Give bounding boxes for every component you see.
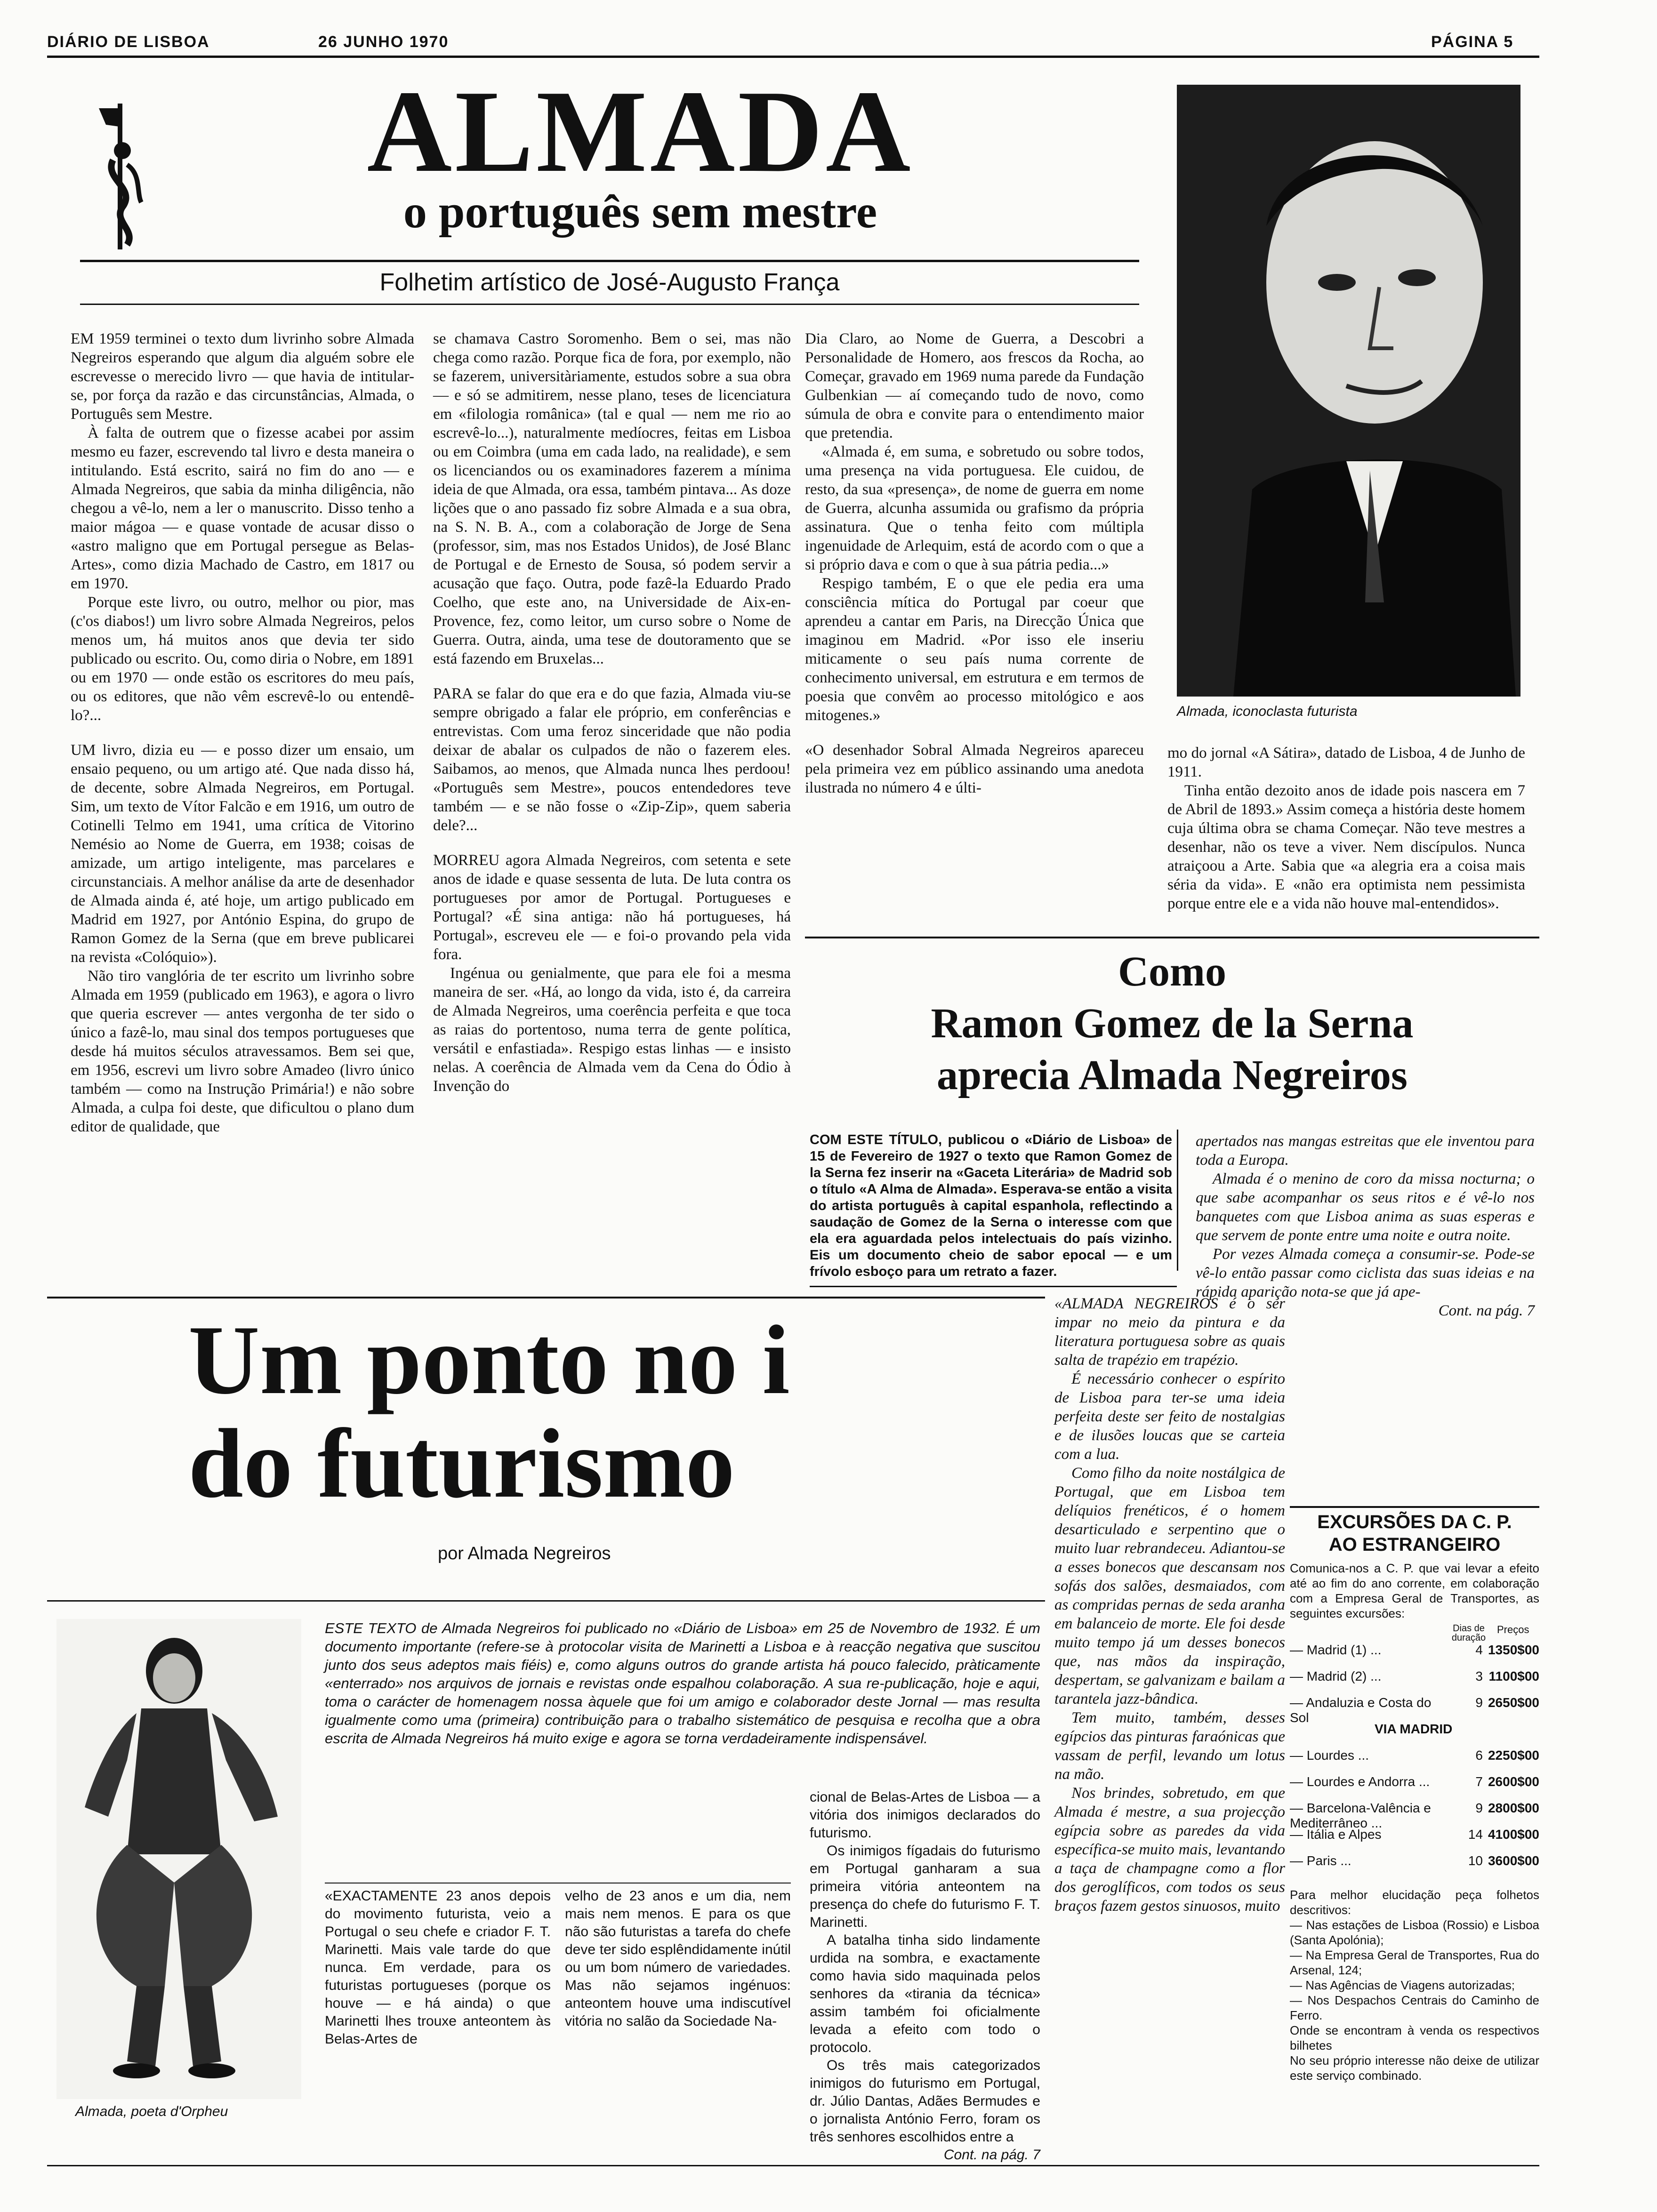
excursoes-intro: Comunica-nos a C. P. que vai levar a efeito até ao fim do ano corrente, em colaboração com a Empresa Geral de Transportes, as seguintes excursões: (1290, 1561, 1539, 1620)
excursoes-footer-line: Onde se encontram à venda os respectivos bilhetes (1290, 2023, 1539, 2052)
futurismo-column-1: «EXACTAMENTE 23 anos depois do movimento futurista, veio a Portugal o seu chefe e criador F. T. Marinetti. Mais vale tarde do que nunca. Em verdade, para os futuristas portugueses (porque os houve — e há ainda) o que Marinetti lhes trouxe anteontem às Belas-Artes de (325, 1888, 551, 2047)
almada-paragraph: Porque este livro, ou outro, melhor ou pior, mas (c'os diabos!) um livro sobre Almada Negreiros, pelos menos um, há muitos anos que devia ter sido publicado ou escrito. Ou, como diria o Nobre, em 1891 ou em 1970 — onde estão os escritores do meu país, ou os editores, que não vêm escrevê-lo ou entendê-lo?... (71, 594, 414, 724)
futurismo-intro: ESTE TEXTO de Almada Negreiros foi publicado no «Diário de Lisboa» em 25 de Novembro de 1932. É um documento importante (refere-se à protocolar visita de Marinetti a Lisboa e à reacção negativa que suscitou junto dos seus adeptos mais fiéis) e, como alguns outros do grande artista há pouco falecido, pràticamente «enterrado» nos arquivos de jornais e revistas onde espalhou colaboração. A sua re-publicação, hoje e aqui, toma o carácter de homenagem nossa àquele que foi um amigo e colaborador deste Jornal — mas resulta igualmente como uma (primeira) contribuição para o trabalho sistemático de pesquisa e recolha que a obra escrita de Almada Negreiros há muito exige e agora se torna verdadeiramente indispensável. (325, 1620, 1040, 1747)
masthead-rule (47, 56, 1539, 58)
futurismo-byline-rule (47, 1600, 1045, 1602)
almada-column-4 (1167, 744, 1525, 913)
almada-paragraph: PARA se falar do que era e do que fazia, Almada viu-se sempre obrigado a falar ele próprio, em conferências e entrevistas. Com uma feroz sinceridade que não podia deixar de abalar os culpados de não o fazerem eles. Saibamos, ao menos, que Almada nunca lhes perdoou! «Português sem Mestre», poucos entendedores teve também — e se não fosse o «Zip-Zip», quem saberia dele?... (433, 685, 791, 834)
excursoes-row (1290, 1801, 1539, 1830)
almada-kicker: Folhetim artístico de José-Augusto França (379, 269, 840, 296)
excursoes-days: 14 (1468, 1827, 1483, 1842)
futurismo-title-line-1: Um ponto no i (188, 1306, 790, 1415)
ramon-paragraph: Nos brindes, sobretudo, em que Almada é mestre, a sua projecção egípcia sobre as paredes da vida específica-se muito mais, levantando a taça de champagne como a flor dos geroglíficos, com todos os seus braços fazem gestos sinuosos, muito (1054, 1785, 1285, 1915)
ramon-top-rule (805, 937, 1539, 938)
almada-paragraph: Não tiro vanglória de ter escrito um livrinho sobre Almada em 1959 (publicado em 1963), e agora o livro que queria escrever — antes vergonha de ter sido o único a fazê-lo, mau sinal dos tempos portugueses que desde há muitos séculos atravessamos. Bem sei que, em 1956, escrevi um livro sobre Amadeo (livro único também — como na Instrução Primária!) e não sobre Almada, a culpa foi deste, que dificultou o plano dum editor de qualidade, que (71, 968, 414, 1135)
almada-orpheu-photo (56, 1619, 301, 2099)
excursoes-row (1290, 1643, 1539, 1669)
excursoes-days-header: Dias de duração (1451, 1623, 1486, 1643)
excursoes-price: 2600$00 (1488, 1774, 1539, 1789)
excursoes-days: 3 (1475, 1669, 1483, 1683)
futurismo-column-3 (810, 1788, 1040, 2164)
excursoes-row (1290, 1827, 1539, 1853)
almada-title: ALMADA (367, 66, 914, 197)
excursoes-price: 1350$00 (1488, 1643, 1539, 1657)
almada-header-rule (80, 260, 1139, 262)
excursoes-row (1290, 1669, 1539, 1695)
excursoes-price: 3600$00 (1488, 1853, 1539, 1868)
excursoes-row (1290, 1722, 1539, 1748)
futurismo-paragraph: A batalha tinha sido lindamente urdida na sombra, e exactamente como havia sido maquinada pelos senhores da «tirania da técnica» assim também foi oficialmente levada a efeito com todo o protocolo. (810, 1932, 1040, 2055)
futurismo-paragraph: cional de Belas-Artes de Lisboa — a vitória dos inimigos declarados do futurismo. (810, 1789, 1040, 1841)
ramon-headline-3: aprecia Almada Negreiros (937, 1052, 1408, 1098)
almada-portrait-photo (1177, 85, 1520, 697)
excursoes-destination: — Paris ... (1290, 1853, 1351, 1868)
excursoes-days: 7 (1475, 1774, 1483, 1789)
almada-kicker-rule (80, 304, 1139, 305)
ramon-paragraph: «ALMADA NEGREIROS é o ser impar no meio da pintura e da literatura portuguesa sobre as quais salta de trapézio em trapézio. (1054, 1295, 1285, 1369)
almada-orpheu-caption: Almada, poeta d'Orpheu (75, 2104, 228, 2119)
excursoes-footer-line: — Nas Agências de Viagens autorizadas; (1290, 1978, 1515, 1992)
excursoes-price: 1100$00 (1488, 1669, 1539, 1683)
almada-portrait-caption: Almada, iconoclasta futurista (1177, 704, 1358, 719)
ramon-lead: COM ESTE TÍTULO, publicou o «Diário de Lisboa» de 15 de Fevereiro de 1927 o texto que Ramon Gomez de la Serna fez inserir na «Gaceta Literária» de Madrid sob o título «A Alma de Almada». Esperava-se então a visita do artista português à capital espanhola, reflectindo a saudação de Gomez de la Serna o interesse com que ela era aguardada pelos intelectuais do país vizinho. Eis um documento cheio de sabor epocal — e um frívolo esboço para um retrato a fazer. (810, 1132, 1172, 1279)
excursoes-price: 2250$00 (1488, 1748, 1539, 1763)
ramon-paragraph: apertados nas mangas estreitas que ele inventou para toda a Europa. (1196, 1133, 1535, 1169)
ramon-headline-2: Ramon Gomez de la Serna (931, 1000, 1414, 1047)
futurismo-paragraph: Os inimigos fígadais do futurismo em Portugal ganharam a sua primeira vitória anteontem na presença do chefe do futurismo F. T. Marinetti. (810, 1843, 1040, 1930)
excursoes-footer-line: — Nas estações de Lisboa (Rossio) e Lisboa (Santa Apolónia); (1290, 1918, 1539, 1947)
excursoes-destination: VIA MADRID (1375, 1722, 1453, 1736)
excursoes-destination: — Barcelona-Valência e Mediterrâneo ... (1290, 1801, 1431, 1830)
excursoes-days: 10 (1468, 1853, 1483, 1868)
excursoes-price: 4100$00 (1488, 1827, 1539, 1842)
almada-paragraph: UM livro, dizia eu — e posso dizer um ensaio, um ensaio pequeno, ou um artigo até. Que nada disso há, de decente, sobre Almada Negreiros, em Portugal. Sim, um texto de Vítor Falcão e em 1916, um outro de Cotinelli Telmo em 1941, uma crítica de Vitorino Nemésio ao Nome de Guerra, em 1938; coisas de amizade, um artigo inteligente, mas parcelares e circunstanciais. A melhor análise da arte de desenhador de Almada ainda é, até hoje, um artigo publicado em Madrid em 1927, por António Espina, do grupo de Ramon Gomez de la Serna (que em breve publicarei na revista «Colóquio»). (71, 742, 414, 966)
masthead-page-number: PÁGINA 5 (1431, 33, 1514, 51)
ramon-paragraph: É necessário conhecer o espírito de Lisboa para ter-se uma ideia perfeita deste ser feito de nostalgias e de ilusões loucas que se carteia com a lua. (1054, 1370, 1285, 1463)
excursoes-footer (1290, 1887, 1539, 2083)
excursoes-price: 2650$00 (1488, 1695, 1539, 1710)
almada-paragraph: Dia Claro, ao Nome de Guerra, a Descobri a Personalidade de Homero, aos frescos da Rocha, ao Começar, gravado em 1969 numa parede da Fundação Gulbenkian — aí começando tudo de novo, como súmula de obra e convite para o entendimento maior que pretendia. (805, 330, 1144, 441)
almada-paragraph: MORREU agora Almada Negreiros, com setenta e sete anos de idade e quase sessenta de luta. De luta contra os portugueses por amor de Portugal. Portugueses e Portugal? «É sina antiga: não há portugueses, há Portugal», escreveu ele — e foi-o provando pela vida fora. (433, 852, 791, 963)
almada-paragraph: EM 1959 terminei o texto dum livrinho sobre Almada Negreiros esperando que algum dia alguém sobre ele escrevesse o merecido livro — que havia de intitular-se, por força da razão e das circunstâncias, Almada, o Português sem Mestre. (71, 330, 414, 423)
almada-paragraph: Ingénua ou genialmente, que para ele foi a mesma maneira de ser. «Há, ao longo da vida, isto é, da carreira de Almada Negreiros, uma coerência perfeita e que toca as raias do portentoso, numa terra de gente política, versátil e enfastiada». Respigo estas linhas — e insisto nelas. A coerência de Almada vem da Cena do Ódio à Invenção do (433, 965, 791, 1095)
ramon-continued: Cont. na pág. 7 (1438, 1302, 1535, 1319)
ramon-column-a (1054, 1294, 1285, 1915)
excursoes-destination: — Madrid (2) ... (1290, 1669, 1382, 1683)
almada-column-1 (71, 329, 414, 1136)
excursoes-footer-line: — Na Empresa Geral de Transportes, Rua do Arsenal, 124; (1290, 1948, 1539, 1977)
excursoes-row (1290, 1695, 1539, 1725)
excursoes-destination: — Lourdes ... (1290, 1748, 1369, 1763)
excursoes-destination: — Andaluzia e Costa do Sol (1290, 1695, 1432, 1725)
ramon-paragraph: Tem muito, também, desses egípcios das pinturas faraónicas que vassam de perfil, levando um lotus na mão. (1054, 1709, 1285, 1783)
excursoes-table (1290, 1643, 1539, 1887)
orpheu-emblem-icon (94, 99, 146, 254)
ramon-column-divider (1177, 1130, 1178, 1271)
ramon-headline-1: Como (1118, 948, 1226, 995)
ramon-paragraph: Almada é o menino de coro da missa nocturna; o que sabe acompanhar os seus ritos e é vê-lo nos banquetes com que Lisboa anima as suas esperas e que servem de ponte entre uma noite e outra noite. (1196, 1170, 1535, 1244)
futurismo-title-line-2: do futurismo (188, 1409, 735, 1518)
excursoes-table-header (1290, 1624, 1539, 1643)
ramon-paragraph: Por vezes Almada começa a consumir-se. Pode-se vê-lo então passar como ciclista das suas ideias e na rápida aparição nota-se que já ape- (1196, 1246, 1535, 1300)
excursoes-box (1290, 1511, 1539, 2123)
excursoes-footer-line: — Nos Despachos Centrais do Caminho de Ferro. (1290, 1993, 1539, 2022)
ramon-right-column (1196, 1132, 1535, 1320)
excursoes-title-1: EXCURSÕES DA C. P. (1317, 1512, 1512, 1532)
almada-subtitle: o português sem mestre (403, 185, 877, 238)
excursoes-title-2: AO ESTRANGEIRO (1328, 1534, 1501, 1555)
masthead-date: 26 JUNHO 1970 (318, 33, 449, 51)
excursoes-destination: — Itália e Alpes (1290, 1827, 1382, 1842)
ramon-lead-rule (810, 1286, 1177, 1287)
almada-paragraph: mo do jornal «A Sátira», datado de Lisboa, 4 de Junho de 1911. (1167, 745, 1525, 780)
futurismo-paragraph: Os três mais categorizados inimigos do futurismo em Portugal, dr. Júlio Dantas, Adães Bermudes e o jornalista António Ferro, foram os três senhores escolhidos entre a (810, 2058, 1040, 2145)
excursoes-destination: — Lourdes e Andorra ... (1290, 1774, 1430, 1789)
excursoes-row (1290, 1853, 1539, 1880)
almada-column-3 (805, 329, 1144, 797)
excursoes-days: 4 (1475, 1643, 1483, 1657)
almada-column-2 (433, 329, 791, 1096)
almada-paragraph: «Almada é, em suma, e sobretudo ou sobre todos, uma presença na vida portuguesa. Ele cuidou, de resto, da sua «presença», de nome de guerra em nome de Guerra, alcunha assumida ou grafismo da própria assinatura. Que o tenha feito com múltipla ingenuidade de Arlequim, está de acordo com o que a si próprio dava e com o que à sua pátria pedia...» (805, 443, 1144, 573)
excursoes-days: 9 (1475, 1695, 1483, 1710)
excursoes-footer-line: No seu próprio interesse não deixe de utilizar este serviço combinado. (1290, 2053, 1539, 2083)
excursoes-price-header: Preços (1497, 1624, 1529, 1635)
futurismo-continued: Cont. na pág. 7 (943, 2147, 1040, 2163)
almada-paragraph: «O desenhador Sobral Almada Negreiros apareceu pela primeira vez em público assinando uma anedota ilustrada no número 4 e últi- (805, 742, 1144, 796)
futurismo-top-rule (47, 1297, 1045, 1298)
futurismo-column-2: velho de 23 anos e um dia, nem mais nem menos. E para os que não são futuristas a tarefa do chefe deve ter sido esplêndidamente inútil ou um bom número de variedades. Mas não sejamos ingénuos: anteontem houve uma indiscutível vitória no salão da Sociedade Na- (565, 1888, 791, 2029)
almada-paragraph: se chamava Castro Soromenho. Bem o sei, mas não chega como razão. Porque fica de fora, por exemplo, não se fazerem, universitàriamente, estudos sobre a sua obra — e só se admitirem, nesse plano, teses de licenciatura em «filologia românica» (tal e qual — nem me rio ao escrevê-lo...), naturalmente medíocres, feitas em Lisboa ou em Coimbra (uma em cada lado, na realidade), e sem os licenciandos ou os examinadores fazerem a mínima ideia de que Almada, ora essa, também pintava... As doze lições que o ano passado fiz sobre Almada e a sua obra, na S. N. B. A., com a colaboração de Jorge de Sena (professor, sim, mas nos Estados Unidos), de José Blanc de Portugal e de Ernesto de Sousa, só podem servir a acusação que faço. Outra, pode fazê-la Eduardo Prado Coelho, que este ano, na Universidade de Aix-en-Provence, fez, como leitor, um curso sobre o Nome de Guerra. Outra, ainda, uma tese de doutoramento que se está fazendo em Bruxelas... (433, 330, 791, 667)
excursoes-destination: — Madrid (1) ... (1290, 1643, 1382, 1657)
excursoes-row (1290, 1748, 1539, 1774)
almada-paragraph: À falta de outrem que o fizesse acabei por assim mesmo eu fazer, escrevendo tal livro e desta maneira o intitulando. Está escrito, sairá no fim do ano — e Almada Negreiros, que sabia da minha diligência, não chegou a vê-lo, nem a ler o manuscrito. Disso tenho a maior mágoa — e quase vontade de acusar disso o «astro maligno que em Portugal persegue as Belas-Artes», como dizia Machado de Castro, em 1817 ou em 1970. (71, 425, 414, 592)
almada-paragraph: Tinha então dezoito anos de idade pois nascera em 7 de Abril de 1893.» Assim começa a história deste homem cuja última obra se chama Começar. Não teve mestres a desenhar, não os teve a viver. Nem discípulos. Nunca atraiçoou a Arte. Sabia que «a alegria era a coisa mais séria da vida». E «não era optimista nem pessimista porque entre ele e a vida não houve mal-entendidos». (1167, 782, 1525, 912)
excursoes-days: 6 (1475, 1748, 1483, 1763)
futurismo-byline: por Almada Negreiros (438, 1544, 611, 1563)
masthead-paper-name: DIÁRIO DE LISBOA (47, 33, 210, 51)
excursoes-price: 2800$00 (1488, 1801, 1539, 1815)
excursoes-footer-line: Para melhor elucidação peça folhetos descritivos: (1290, 1888, 1539, 1917)
excursoes-days: 9 (1475, 1801, 1483, 1815)
almada-paragraph: Respigo também, E o que ele pedia era uma consciência mítica do Portugal par coeur que aprendeu a cantar em Paris, na Direcção Única que imaginou em Madrid. «Por isso ele inseriu miticamente o seu país numa corrente de conhecimento universal, em estrutura e em termos de poesia que convêm ao processo mitológico e aos mitogenes.» (805, 575, 1144, 724)
excursoes-top-rule (1290, 1506, 1539, 1508)
page-bottom-rule (47, 2165, 1539, 2166)
ramon-paragraph: Como filho da noite nostálgica de Portugal, que em Lisboa tem delíquios frenéticos, é o homem desarticulado e serpentino que o muito luar rebrandeceu. Adiantou-se a esses bonecos que descansam nos sofás dos salões, desmaiados, com as compridas pernas de seda aranha em balanceio de morte. Ele foi desde muito tempo já um desses bonecos que, nas mãos da inspiração, despertam, se galvanizam e bailam a tarantela jazz-bândica. (1054, 1465, 1285, 1707)
excursoes-row (1290, 1774, 1539, 1801)
